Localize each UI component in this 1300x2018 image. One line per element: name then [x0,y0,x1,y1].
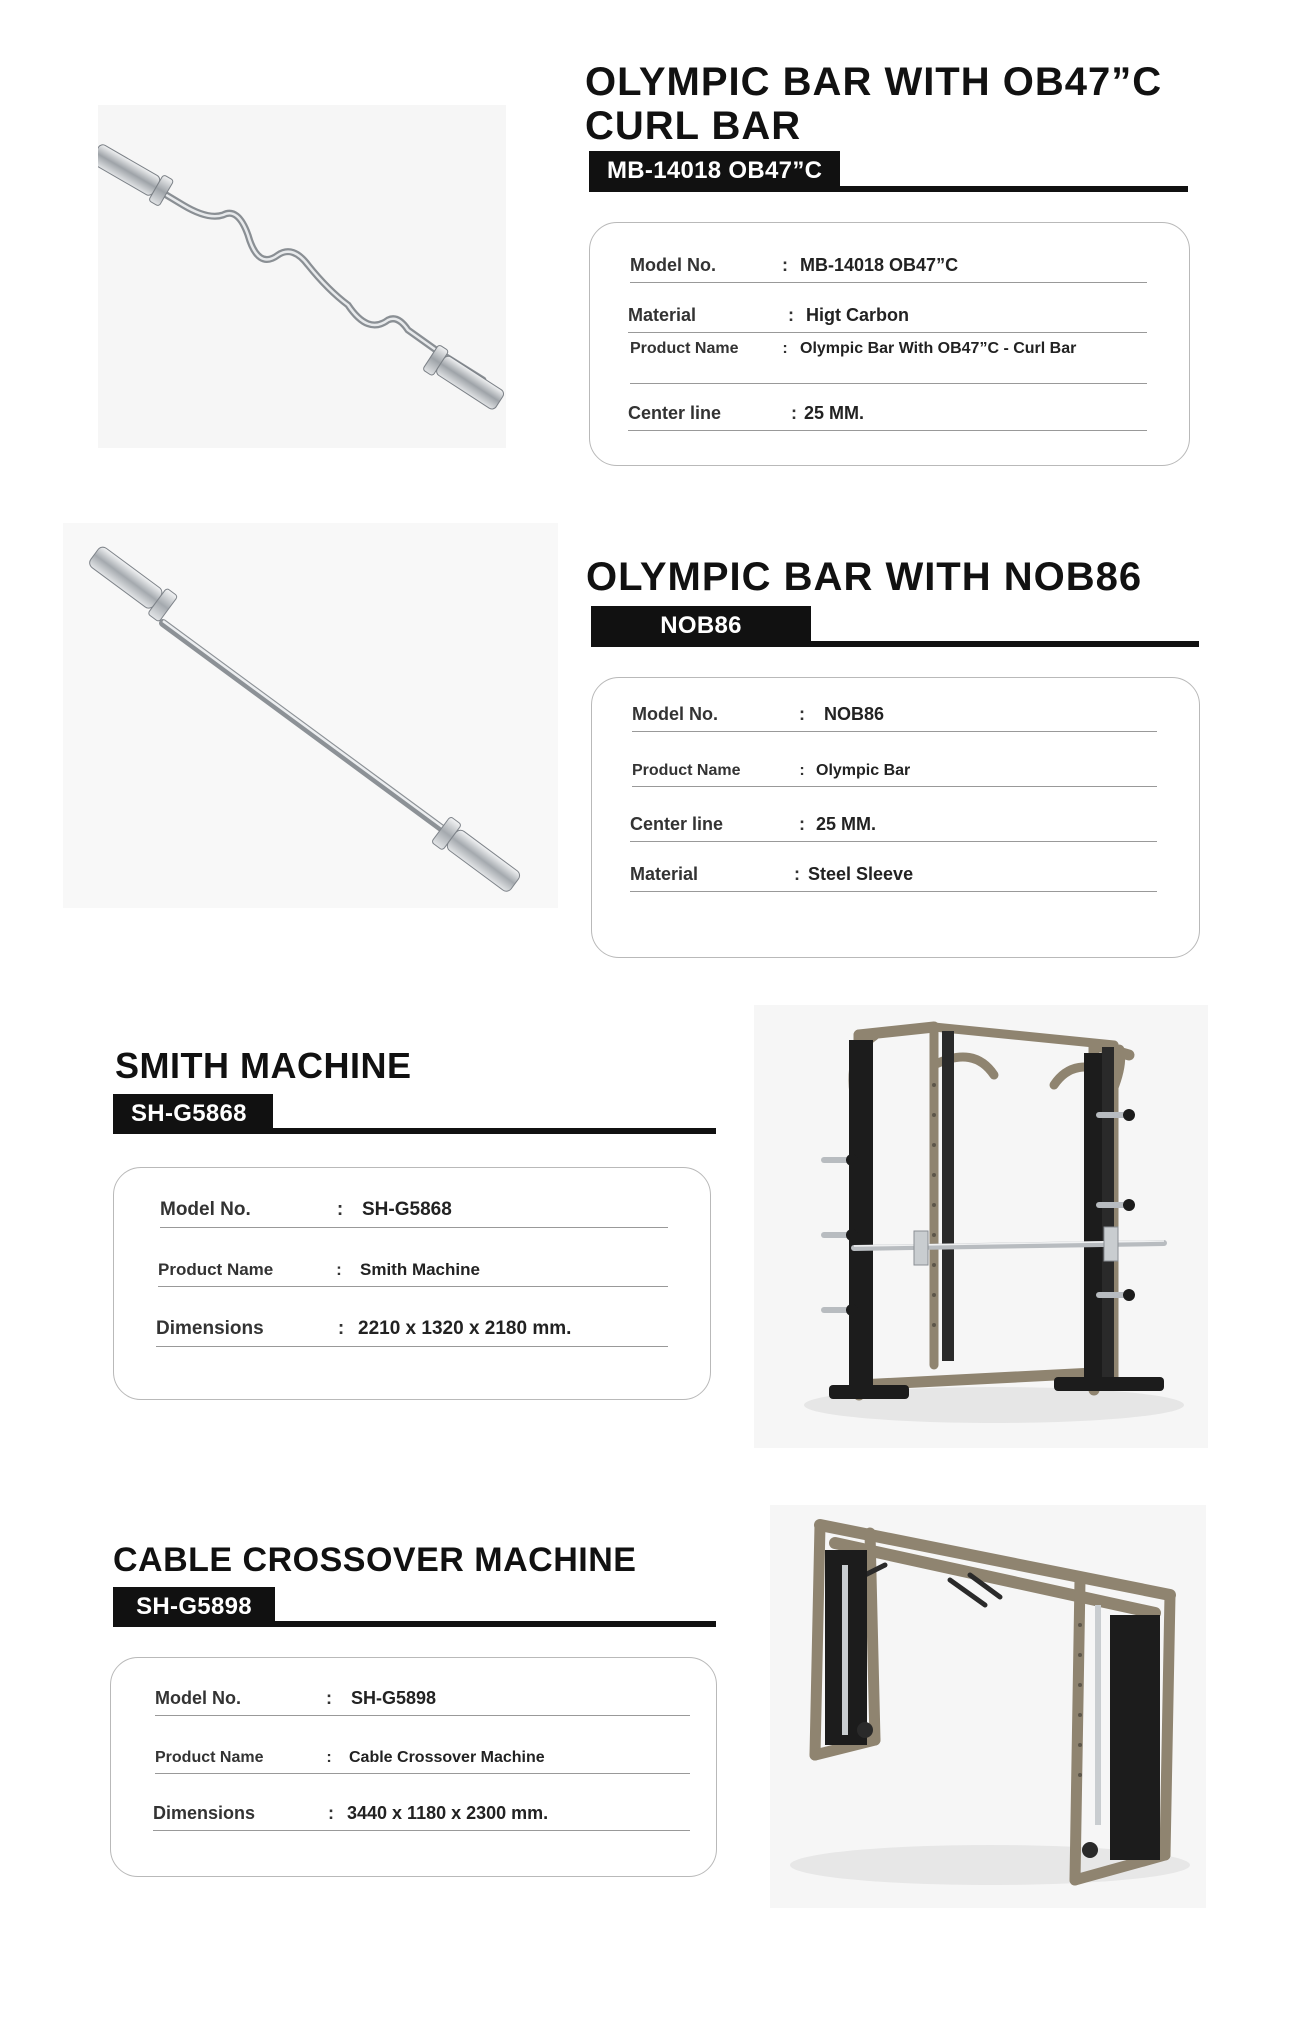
spec-label: Center line [628,403,722,423]
model-tag: SH-G5868 [113,1094,273,1134]
spec-label: Model No. [630,255,716,275]
spec-label: Center line [630,814,724,834]
spec-value: 3440 x 1180 x 2300 mm. [347,1803,549,1823]
spec-value: SH-G5898 [351,1688,437,1708]
spec-card [113,1167,711,1400]
model-tag: NOB86 [591,606,811,646]
spec-label: Product Name [158,1260,274,1279]
spec-row-model [155,1678,690,1716]
spec-row-model [632,698,1157,732]
spec-value: Olympic Bar [816,762,911,779]
spec-row-product-name [632,742,1157,787]
spec-label: Product Name [155,1749,264,1766]
product-title: CABLE CROSSOVER MACHINE [113,1541,637,1579]
spec-label: Dimensions [156,1318,264,1339]
spec-separator: : [337,1318,345,1339]
curl-bar-illustration [98,105,506,448]
spec-label: Dimensions [153,1803,256,1823]
spec-separator: : [799,814,805,834]
spec-value: Steel Sleeve [808,864,914,884]
spec-value: Cable Crossover Machine [349,1749,545,1766]
spec-separator: : [336,1260,342,1279]
spec-separator: : [799,762,805,779]
spec-label: Product Name [630,340,739,357]
spec-separator: : [799,704,805,724]
model-tag: MB-14018 OB47”C [589,151,840,191]
spec-label: Material [630,864,699,884]
olympic-bar-illustration [63,523,558,908]
product-title: SMITH MACHINE [115,1045,412,1086]
spec-card [110,1657,717,1877]
spec-separator: : [782,255,788,275]
spec-separator: : [326,1688,332,1708]
cable-crossover-illustration [770,1505,1206,1908]
title-underline [591,641,1199,647]
title-underline [589,186,1188,192]
spec-row-product-name [155,1728,690,1774]
curl-bar-photo [98,105,506,448]
spec-row-center-line [628,393,1147,431]
spec-row-model [160,1190,668,1228]
spec-value: SH-G5868 [362,1199,452,1220]
model-tag: SH-G5898 [113,1587,275,1627]
spec-label: Model No. [160,1199,251,1220]
smith-machine-photo [754,1005,1208,1448]
cable-crossover-photo [770,1505,1206,1908]
spec-separator: : [336,1199,344,1220]
smith-machine-illustration [754,1005,1208,1448]
spec-value: 2210 x 1320 x 2180 mm. [358,1318,572,1339]
spec-row-dimensions [153,1783,690,1831]
product-title: OLYMPIC BAR WITH OB47”C CURL BAR [585,60,1163,148]
spec-row-dimensions [156,1303,668,1347]
spec-value: MB-14018 OB47”C [800,255,959,275]
spec-row-product-name [158,1243,668,1287]
spec-value: Smith Machine [360,1260,480,1279]
spec-separator: : [791,403,797,423]
spec-row-center-line [630,796,1157,842]
spec-value: Higt Carbon [806,305,909,325]
spec-separator: : [328,1803,334,1823]
spec-value: Olympic Bar With OB47”C - Curl Bar [800,340,1077,357]
spec-card [589,222,1190,466]
olympic-bar-photo [63,523,558,908]
spec-label: Model No. [632,704,718,724]
spec-row-product-name [630,338,1147,384]
title-underline [113,1621,716,1627]
spec-row-material [628,293,1147,333]
spec-row-model [630,245,1147,283]
spec-label: Product Name [632,762,741,779]
spec-label: Material [628,305,697,325]
spec-value: 25 MM. [804,403,865,423]
spec-separator: : [794,864,800,884]
spec-row-material [630,852,1157,892]
title-underline [113,1128,716,1134]
spec-separator: : [788,305,794,325]
spec-value: 25 MM. [816,814,877,834]
spec-card [591,677,1200,958]
product-title: OLYMPIC BAR WITH NOB86 [586,555,1143,599]
spec-separator: : [326,1749,332,1766]
spec-value: NOB86 [824,704,885,724]
spec-label: Model No. [155,1688,241,1708]
spec-separator: : [782,340,788,357]
